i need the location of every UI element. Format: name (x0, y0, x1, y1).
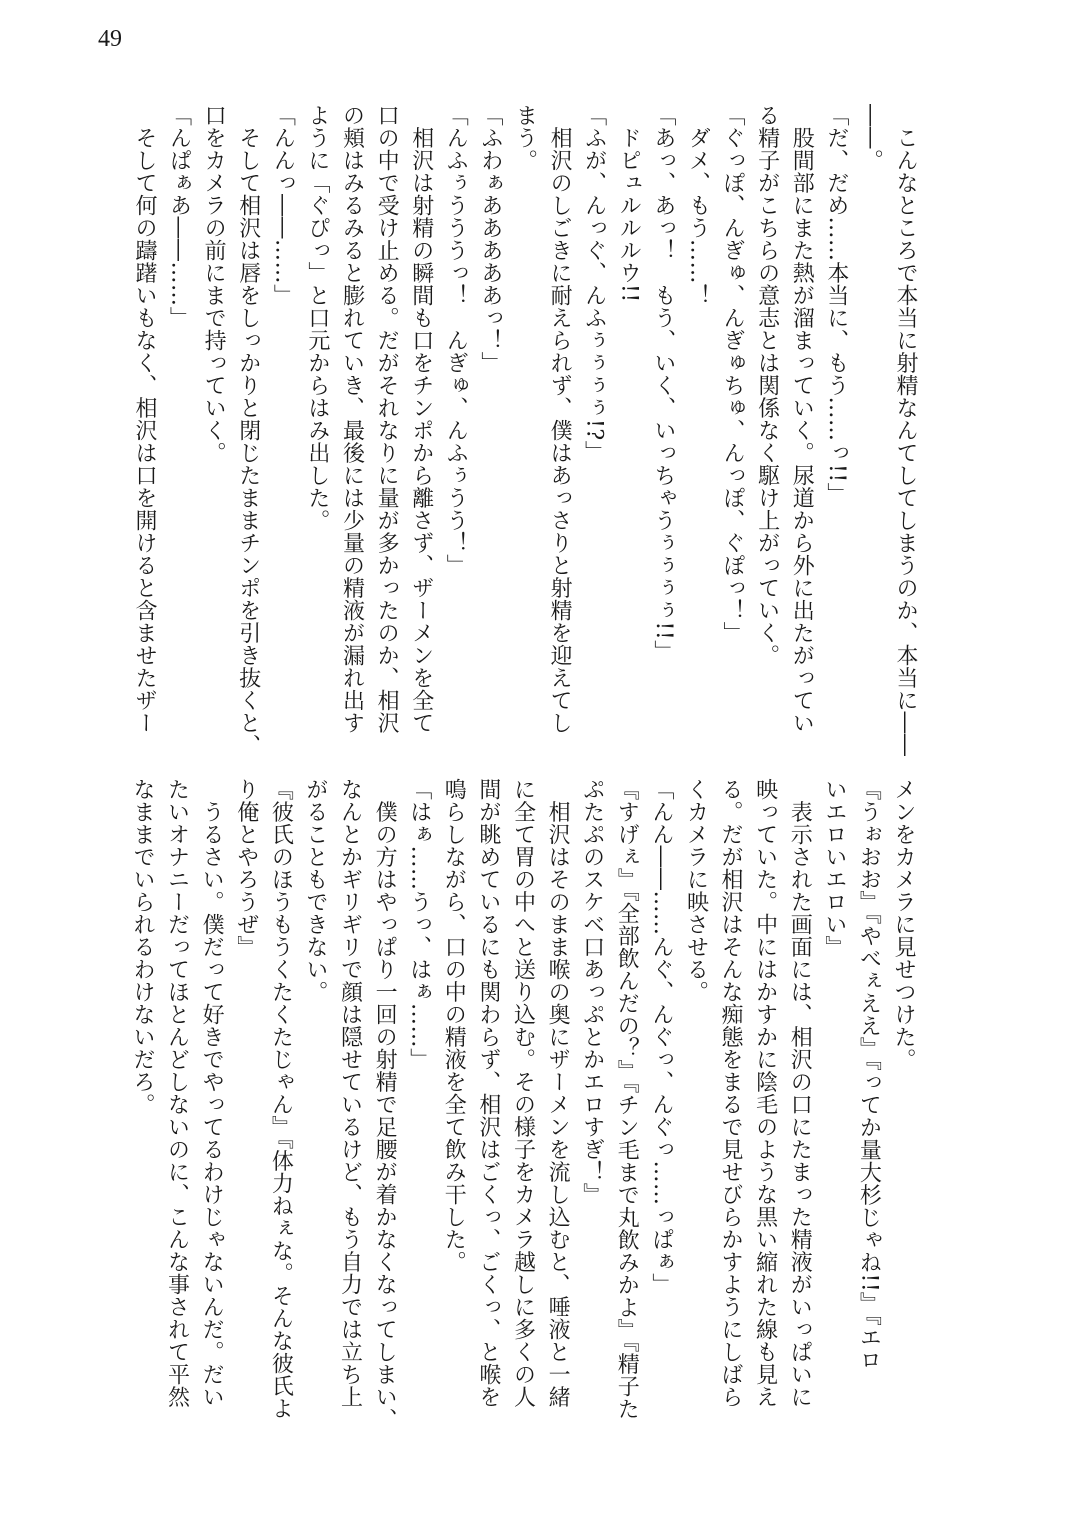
text-line: ――。 (858, 104, 884, 172)
text-line: 「はぁ……うっ、はぁ……」 (406, 778, 432, 1071)
text-line: 相沢のしごきに耐えられず、僕はあっさりと射精を迎えてし (547, 104, 573, 734)
text-line: 股間部にまた熱が溜まっていく。尿道から外に出たがってい (789, 104, 815, 734)
text-line: 表示された画面には、相沢の口にたまった精液がいっぱいに (787, 778, 813, 1408)
text-line: り俺とやろうぜ』 (233, 778, 259, 958)
text-line: 間が眺めているにも関わらず、相沢はごくっ、ごくっ、と喉を (475, 778, 501, 1408)
text-line: 口をカメラの前にまで持っていく。 (201, 104, 227, 464)
text-line: ダメ、もう……！ (685, 104, 711, 307)
text-line: 「ふが、んっぐ、んふぅぅぅぅ!?」 (581, 104, 607, 464)
text-line: くカメラに映させる。 (683, 778, 709, 1003)
text-line: たいオナニーだってほとんどしないのに、こんな事されて平然 (164, 778, 190, 1408)
text-line: そして相沢は唇をしっかりと閉じたままチンポを引き抜くと、 (235, 104, 261, 757)
text-line: 映っていた。中にはかすかに陰毛のような黒い縮れた線も見え (752, 778, 778, 1408)
text-line: 僕の方はやっぱり一回の射精で足腰が着かなくなってしまい、 (372, 778, 398, 1431)
text-line: 『うぉおお』『やべぇええ』『ってか量大杉じゃね!!』『エロ (856, 778, 882, 1372)
text-line: 口の中で受け止める。だがそれなりに量が多かったのか、相沢 (374, 104, 400, 734)
text-line: る精子がこちらの意志とは関係なく駆け上がっていく。 (754, 104, 780, 667)
text-line: いエロいエロい』 (821, 778, 847, 958)
text-line: 「んんっ――……」 (270, 104, 296, 307)
page-number: 49 (98, 26, 122, 52)
text-line: 「んん――……んぐ、んぐっ、んぐっ……っぱぁ」 (648, 778, 674, 1296)
text-line: 「ふわぁあああああっ！」 (477, 104, 503, 374)
text-line: 『彼氏のほうもうくたくたじゃん』『体力ねぇな。そんな彼氏よ (268, 778, 294, 1420)
text-line: ドピュルルルウ!! (616, 104, 642, 303)
text-line: メンをカメラに見せつけた。 (891, 778, 916, 1071)
text-line: まう。 (512, 104, 538, 172)
lower-text-block (124, 778, 920, 1468)
upper-text-block (126, 104, 922, 766)
text-line: うるさい。僕だって好きでやってるわけじゃないんだ。だい (199, 778, 225, 1408)
text-line: 「んふぅうううっ！ んぎゅ、んふぅうう！」 (443, 104, 469, 577)
text-line: の頬はみるみると膨れていき、最後には少量の精液が漏れ出す (339, 104, 365, 734)
text-line: ように「ぐぴっ」と口元からはみ出した。 (304, 104, 330, 532)
text-line: こんなところで本当に射精なんてしてしまうのか、本当に―― (893, 104, 918, 757)
text-line: 「だ、だめ……本当に、もう……っ!!」 (823, 104, 849, 506)
text-line: 「ぐっぽ、んぎゅ、んぎゅちゅ、んっぽ、ぐぽっ！」 (720, 104, 746, 644)
text-line: そして何の躊躇いもなく、相沢は口を開けると含ませたザー (131, 104, 157, 734)
text-line: ぷたぷのスケベ口あっぷとかエロすぎ！』 (579, 778, 605, 1206)
text-line: 相沢はそのまま喉の奥にザーメンを流し込むと、唾液と一緒 (545, 778, 571, 1408)
text-line: 相沢は射精の瞬間も口をチンポから離さず、ザーメンを全て (408, 104, 434, 734)
text-line: 「んぱぁあ――……」 (166, 104, 192, 329)
text-line: る。だが相沢はそんな痴態をまるで見せびらかすようにしばら (718, 778, 744, 1408)
text-line: 『すげぇ』『全部飲んだの？』『チン毛まで丸飲みかよ』『精子た (614, 778, 640, 1420)
text-line: がることもできない。 (302, 778, 328, 1003)
text-line: 鳴らしながら、口の中の精液を全て飲み干した。 (441, 778, 467, 1273)
text-line: なんとかギリギリで顔は隠せているけど、もう自力では立ち上 (337, 778, 363, 1408)
text-line: 「あっ、あっ！ もう、いく、いっちゃうぅぅぅぅ!!」 (650, 104, 676, 663)
text-line: なままでいられるわけないだろ。 (129, 778, 155, 1116)
text-line: に全て胃の中へと送り込む。その様子をカメラ越しに多くの人 (510, 778, 536, 1408)
